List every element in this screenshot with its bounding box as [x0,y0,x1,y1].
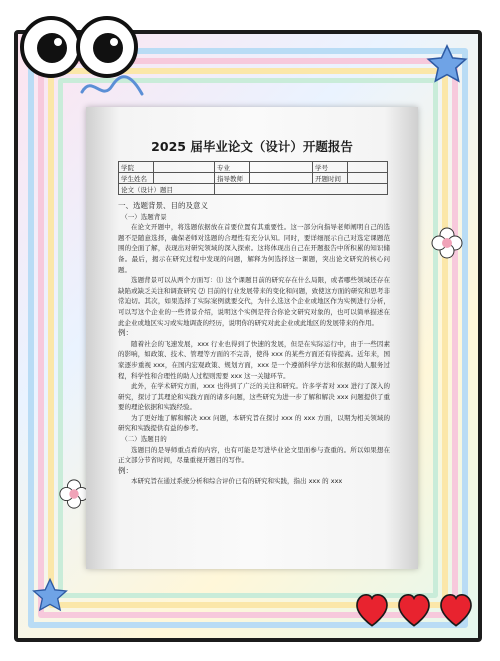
document-title: 2025 届毕业论文（设计）开题报告 [151,139,353,154]
table-cell: 学号 [313,162,348,173]
table-row [119,173,388,184]
table-cell: 学生姓名 [119,173,154,184]
heart-icon [436,590,476,628]
table-cell: 指导教师 [215,173,250,184]
table-cell [154,162,215,173]
table-cell: 学院 [119,162,154,173]
table-cell: 专业 [215,162,250,173]
table-cell [215,184,388,195]
paragraph: 此外，在学术研究方面，xxx 也得到了广泛的关注和研究。许多学者对 xxx 进行了深入的研究，探讨了其理论和实践方面的诸多问题，这些研究为进一步了解和解决 xxx 问题提供了重要的理论依据和实践经验。 [118,382,390,412]
table-cell [348,173,388,184]
heart-icon [394,590,434,628]
table-cell [154,173,215,184]
table-cell: 论文（设计）题目 [119,184,215,195]
report-paper [86,107,418,569]
report-body [118,199,390,487]
example-label: 例： [118,328,133,338]
squiggle-doodle-icon [78,72,148,106]
paragraph: 在论文开题中，将选题依据放在首要位置有其重要性。这一部分向指导老师阐明自己的选题不是随意选择，确保老师对选题的合理性有充分认知。同时，要详细展示自己对选定课题范围的全面了解，表现出对研究领域的深入探索。这将体现出自己在开题报告中所积累的知识储备。最后，揭示在研究过程中发现的问题，解释为何选择这一课题，突出论文研究的核心问题。 [118,223,390,274]
flower-icon [430,226,464,260]
paragraph: 随着社会的飞速发展，xxx 行业也得到了快速的发展，但是在实际运行中，由于一些因素的影响，如政策、技术、管理等方面的不完善，使得 xxx 的某些方面还有待提高。近年来，国家逐步重视 xxx，在国内宏观政策、规划方面，xxx 是一个遵循科学方法和依据的助人服务过程，科学性和合理性的助人过程则需要 xxx 这一关键环节。 [118,339,390,380]
cartoon-eye-icon [76,16,138,78]
table-cell [348,162,388,173]
paragraph: 本研究旨在通过系统分析和综合评价已有的研究和实践，指出 xxx 的 xxx [131,477,343,486]
example-label: 例： [118,465,133,475]
table-row [119,184,388,195]
subsection-heading: （一）选题背景 [121,212,167,221]
heart-icon [352,590,392,628]
paragraph: 选题背景可以从两个方面写：⑴ 这个课题目前的研究存在什么局限，或者哪些领域还存在缺陷或缺乏关注和调查研究 ⑵ 目前的行业发展带来的变化和问题，致使这方面的研究和思考非常迫切。其次，如果选择了实际案例就要交代，为什么选这个企业或地区作为实例进行分析，可以写这个企业的一些背景介绍，说明这个实例是符合你论文研究对象的，也可以简单描述在此企业或地区实习或实地调查的经历，说明你的研究对此企业或此地区的发展带来的作用。 [118,276,390,327]
cartoon-eye-icon [20,16,82,78]
table-row [119,162,388,173]
star-icon [30,576,70,616]
paragraph: 为了更好地了解和解决 xxx 问题，本研究旨在探讨 xxx 的 xxx 方面，以期为相关领域的研究和实践提供有益的参考。 [118,413,390,433]
table-cell [250,173,313,184]
section-heading: 一、选题背景、目的及意义 [118,201,208,210]
paragraph: 选题目的是导师重点看的内容，也有可能是写进毕业论文里面参与查重的。所以如果想在正文部分节省时间，尽量重视开题目的写作。 [118,445,390,465]
table-cell: 开题时间 [313,173,348,184]
star-icon [424,42,470,88]
subsection-heading: （二）选题目的 [121,435,167,444]
table-cell [250,162,313,173]
info-table [118,161,388,195]
